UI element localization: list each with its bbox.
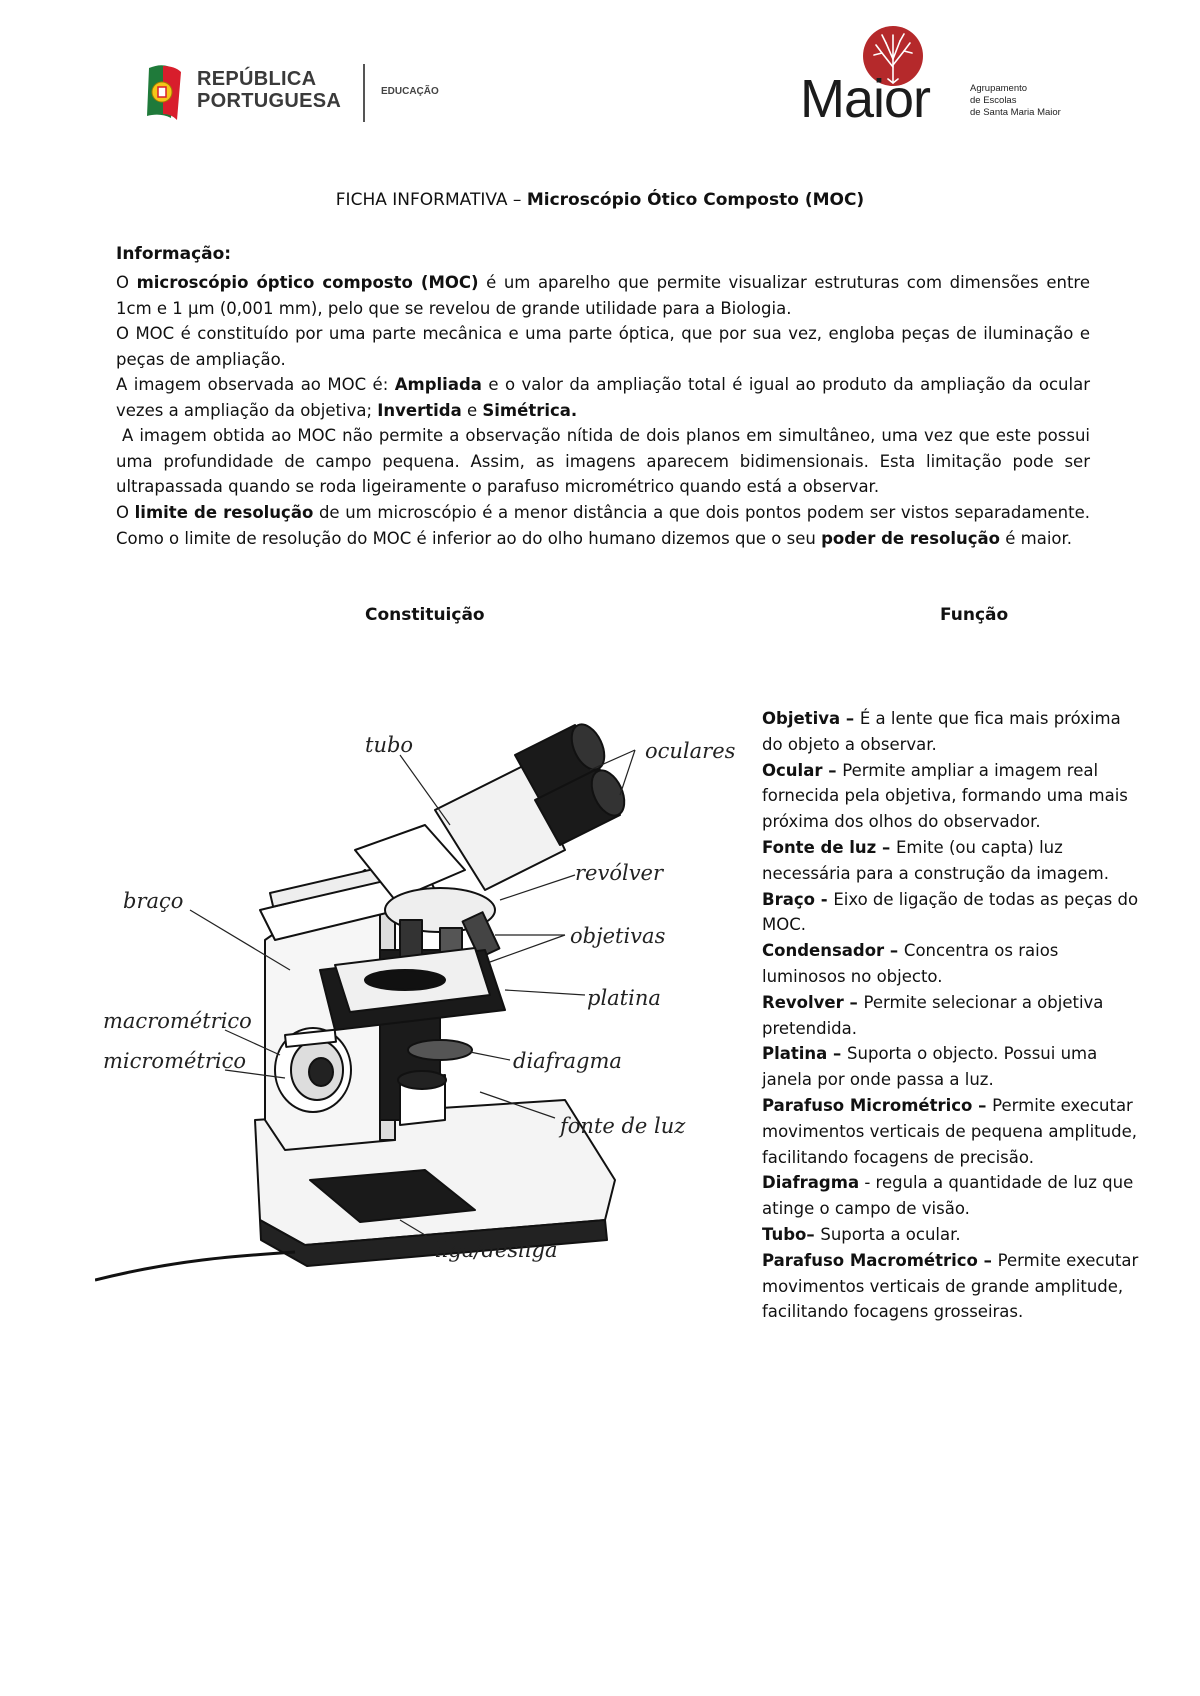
republica-portuguesa-text: REPÚBLICA PORTUGUESA (197, 68, 342, 112)
label-macrometrico: macrométrico (103, 1009, 252, 1033)
paragraph-image-properties: A imagem observada ao MOC é: Ampliada e o valor da ampliação total é igual ao produto da ampliação da ocular vezes a ampliação da objetiva; Invertida e Simétrica. (116, 375, 1090, 420)
paragraph-depth-of-field: A imagem obtida ao MOC não permite a observação nítida de dois planos em simultâneo, uma vez que este possui uma profundidade de campo pequena. Assim, as imagens aparecem bidimensionais. Esta limitação pode ser ultrapassada quando se roda ligeiramente o parafuso micrométrico quando está a observar. (116, 426, 1090, 496)
portugal-flag-icon (145, 62, 185, 122)
maior-wordmark: Maior (800, 69, 931, 129)
function-item-revolver: Revolver – Permite selecionar a objetiva pretendida. (762, 992, 1104, 1038)
label-revolver: revólver (575, 861, 664, 885)
label-liga-desliga: liga/desliga (435, 1238, 558, 1262)
function-item-tubo: Tubo– Suporta a ocular. (762, 1224, 961, 1244)
educacao-label: EDUCAÇÃO (381, 86, 439, 97)
function-item-braco: Braço - Eixo de ligação de todas as peças do MOC. (762, 889, 1139, 935)
microscope-drawing (95, 719, 631, 1280)
label-platina: platina (587, 986, 661, 1010)
function-item-condensador: Condensador – Concentra os raios luminosos no objecto. (762, 941, 1059, 986)
label-micrometrico: micrométrico (103, 1049, 247, 1073)
paragraph-resolution: O limite de resolução de um microscópio é a menor distância a que dois pontos podem ser vistos separadamente. Como o limite de resolução do MOC é inferior ao do olho humano dizemos que o seu poder de resolução é maior. (116, 503, 1090, 548)
label-oculares: oculares (645, 739, 736, 763)
function-item-parafuso-macrometrico: Parafuso Macrométrico – Permite executar movimentos verticais de grande amplitude, facilitando focagens grosseiras. (762, 1250, 1139, 1322)
agrupamento-maior-logo (800, 25, 1070, 130)
function-item-parafuso-micrometrico: Parafuso Micrométrico – Permite executar movimentos verticais de pequena amplitude, facilitando focagens de precisão. (762, 1095, 1137, 1167)
republica-portuguesa-logo (145, 60, 445, 130)
paragraph-moc-parts: O MOC é constituído por uma parte mecânica e uma parte óptica, que por sua vez, engloba peças de iluminação e peças de ampliação. (116, 324, 1090, 369)
function-item-ocular: Ocular – Permite ampliar a imagem real fornecida pela objetiva, formando uma mais próxima dos olhos do observador. (762, 760, 1128, 832)
column-heading-funcao: Função (940, 605, 1009, 625)
function-item-platina: Platina – Suporta o objecto. Possui uma janela por onde passa a luz. (762, 1044, 1098, 1090)
function-item-diafragma: Diafragma - regula a quantidade de luz que atinge o campo de visão. (762, 1173, 1134, 1219)
page-title: FICHA INFORMATIVA – Microscópio Ótico Composto (MOC) (335, 190, 865, 210)
label-fonte-de-luz: fonte de luz (560, 1114, 686, 1138)
function-item-objetiva: Objetiva – É a lente que fica mais próxima do objeto a observar. (762, 709, 1121, 754)
label-tubo: tubo (365, 733, 414, 757)
label-diafragma: diafragma (513, 1049, 622, 1073)
agrupamento-subtitle: Agrupamento de Escolas de Santa Maria Maior (970, 83, 1061, 118)
column-heading-constituicao: Constituição (365, 605, 485, 625)
function-item-fonte-de-luz: Fonte de luz – Emite (ou capta) luz necessária para a construção da imagem. (762, 837, 1109, 883)
paragraph-moc-definition: O microscópio óptico composto (MOC) é um aparelho que permite visualizar estruturas com dimensões entre 1cm e 1 µm (0,001 mm), pelo que se revelou de grande utilidade para a Biologia. (116, 273, 1090, 318)
label-objetivas: objetivas (570, 924, 666, 948)
label-braco: braço (123, 889, 184, 913)
logo-divider (363, 64, 365, 122)
info-heading: Informação: (116, 244, 232, 264)
functions-list (762, 706, 1142, 1325)
microscope-diagram (95, 700, 745, 1320)
